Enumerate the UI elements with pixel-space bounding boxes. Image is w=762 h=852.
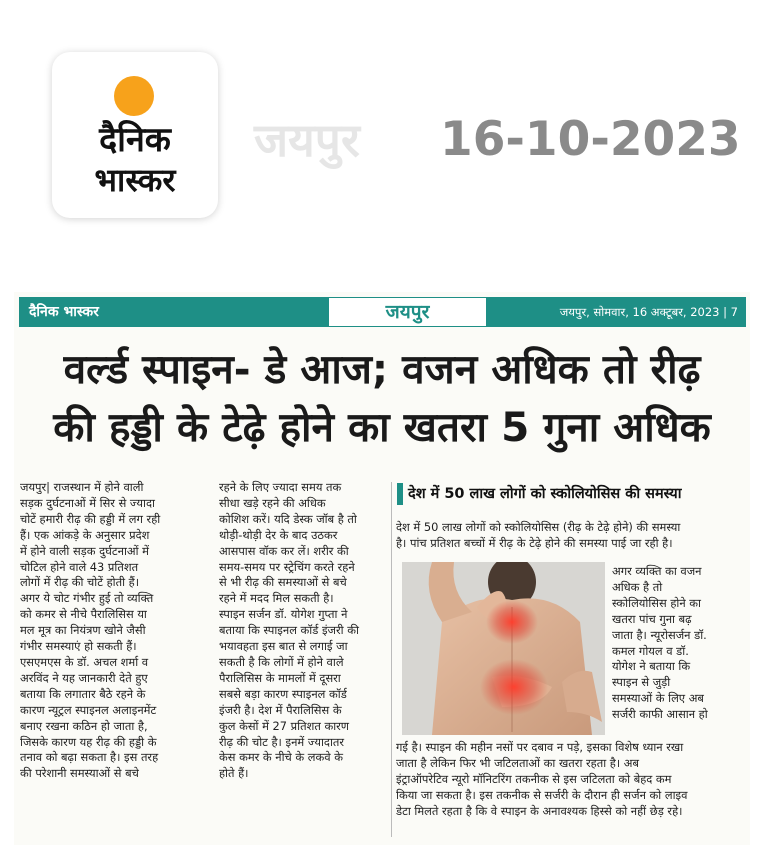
text-line: रहने के लिए ज्यादा समय तक <box>219 480 342 494</box>
text-line: रहने में मदद मिल सकती है। <box>219 591 334 606</box>
text-line: रीढ़ की चोट है। इनमें ज्यादातर <box>219 734 345 749</box>
column-divider <box>391 482 392 837</box>
text-line: गई है। स्पाइन की महीन नसों पर दबाव न पड़े, इसका विशेष ध्यान रखा <box>396 740 684 754</box>
band-city-box <box>329 297 486 327</box>
text-line: चोटें हमारी रीढ़ की हड्डी में लग रही <box>20 511 161 526</box>
text-line: स्कोलियोसिस होने का <box>612 595 701 610</box>
text-line: खतरा पांच गुना बढ़ <box>612 611 692 626</box>
sub-headline: देश में 50 लाख लोगों को स्कोलियोसिस की समस्या <box>408 486 682 502</box>
text-line: केस कमर के नीचे के लकवे के <box>219 750 343 765</box>
headline <box>14 340 750 456</box>
text-line: कमल गोयल व डॉ. <box>612 643 689 658</box>
back-pain-photo <box>402 562 605 735</box>
newspaper-logo <box>52 52 218 218</box>
logo-text-line2: भास्कर <box>94 161 176 199</box>
text-line: गंभीर समस्याएं हो सकती हैं। <box>20 639 137 654</box>
text-line: सीधा खड़े रहने की अधिक <box>219 495 326 510</box>
text-line: इंजरी है। देश में पैरालिसिस के <box>219 702 342 717</box>
text-line: कारण न्यूट्रल स्पाइनल अलाइनमेंट <box>20 702 157 717</box>
text-line: जाता है लेकिन फिर भी जटिलताओं का खतरा रहता है। अब <box>396 755 639 770</box>
text-line: सड़क दुर्घटनाओं में सिर से ज्यादा <box>20 495 155 510</box>
subhead-marker <box>397 483 403 505</box>
edition-city: जयपुर <box>254 113 360 167</box>
text-line: चोटिल होने वाले 43 प्रतिशत <box>20 559 139 574</box>
text-line: एसएमएस के डॉ. अचल शर्मा व <box>20 654 149 669</box>
text-line: कोशिश करें। यदि डेस्क जॉब है तो <box>219 511 357 526</box>
text-line: जाता है। न्यूरोसर्जन डॉ. <box>612 627 707 642</box>
text-line: की परेशानी समस्याओं से बचे <box>20 766 139 781</box>
text-line: को कमर से नीचे पैरालिसिस या <box>20 607 147 622</box>
page-header-band <box>19 297 746 327</box>
band-brand: दैनिक भास्कर <box>29 304 99 320</box>
text-line: बनाए रखना कठिन हो जाता है, <box>20 718 148 733</box>
back-pain-illustration <box>402 562 605 735</box>
text-line: कुल केसों में 27 प्रतिशत कारण <box>219 718 350 733</box>
text-line: तनाव को बढ़ा सकता है। इस तरह <box>20 750 159 765</box>
text-line: सबसे बड़ा कारण स्पाइनल कॉर्ड <box>219 686 347 701</box>
text-line: समय-समय पर स्ट्रेचिंग करते रहने <box>219 559 355 574</box>
text-line: थोड़ी-थोड़ी देर के बाद उठकर <box>219 527 338 542</box>
band-right <box>486 297 746 327</box>
sidebar-intro <box>396 520 743 552</box>
headline-line2: की हड्डी के टेढ़े होने का खतरा 5 गुना अधिक <box>53 403 711 451</box>
article-column-1 <box>20 480 214 782</box>
text-line: लोगों में रीढ़ की चोटें होती हैं। <box>20 575 140 590</box>
text-line: हैं। एक आंकड़े के अनुसार प्रदेश <box>20 527 150 542</box>
text-line: सकती है कि लोगों में होने वाले <box>219 654 344 669</box>
article-column-2 <box>219 480 409 782</box>
text-line: में होने वाली सड़क दुर्घटनाओं में <box>20 543 149 558</box>
sidebar-bottom-text <box>396 740 743 820</box>
text-line: आसपास वॉक कर लें। शरीर की <box>219 543 349 558</box>
sun-logo-icon <box>114 76 154 116</box>
text-line: अगर ये चोट गंभीर हुई तो व्यक्ति <box>20 591 154 606</box>
text-line: है। पांच प्रतिशत बच्चों में रीढ़ के टेढ़े होने की समस्या पाई जा रही है। <box>396 535 673 550</box>
sidebar-side-text <box>612 564 746 723</box>
text-line: डेटा मिलते रहता है कि वे स्पाइन के अनावश्यक हिस्से को नहीं छेड़ रहे। <box>396 803 683 818</box>
text-line: देश में 50 लाख लोगों को स्कोलियोसिस (रीढ़ के टेढ़े होने) की समस्या <box>396 520 681 534</box>
text-line: अधिक है तो <box>612 579 663 594</box>
text-line: इंट्राऑपरेटिव न्यूरो मॉनिटरिंग तकनीक से इस जटिलता को बेहद कम <box>396 771 672 786</box>
text-line: जिसके कारण यह रीढ़ की हड्डी के <box>20 734 157 749</box>
headline-line1: वर्ल्ड स्पाइन- डे आज; वजन अधिक तो रीढ़ <box>63 345 701 393</box>
text-line: बताया कि स्पाइनल कॉर्ड इंजरी की <box>219 623 359 638</box>
band-city: जयपुर <box>385 301 430 323</box>
text-line: योगेश ने बताया कि <box>612 659 691 674</box>
text-line: बताया कि लगातार बैठे रहने के <box>20 686 146 701</box>
text-line: अगर व्यक्ति का वजन <box>612 564 702 578</box>
text-line: स्पाइन से जुड़ी <box>612 675 671 690</box>
text-line: अरविंद ने यह जानकारी देते हुए <box>20 670 148 685</box>
edition-date: 16-10-2023 <box>440 112 741 167</box>
text-line: समस्याओं के लिए अब <box>612 691 704 706</box>
text-line: भयावहता इस बात से लगाई जा <box>219 639 348 654</box>
band-left <box>19 297 329 327</box>
text-line: से भी रीढ़ की समस्याओं से बचे <box>219 575 347 590</box>
logo-text-line1: दैनिक <box>99 120 171 160</box>
text-line: मल मूत्र का नियंत्रण खोने जैसी <box>20 623 146 638</box>
text-line: स्पाइन सर्जन डॉ. योगेश गुप्ता ने <box>219 607 348 622</box>
newspaper-clipping <box>14 292 750 845</box>
text-line: जयपुर| राजस्थान में होने वाली <box>20 480 144 494</box>
band-dateline: जयपुर, सोमवार, 16 अक्टूबर, 2023 | 7 <box>559 305 738 319</box>
text-line: होते हैं। <box>219 766 249 781</box>
text-line: सर्जरी काफी आसान हो <box>612 707 708 722</box>
text-line: किया जा सकता है। इस तकनीक से सर्जरी के दौरान ही सर्जन को लाइव <box>396 787 688 802</box>
text-line: पैरालिसिस के मामलों में दूसरा <box>219 670 341 685</box>
